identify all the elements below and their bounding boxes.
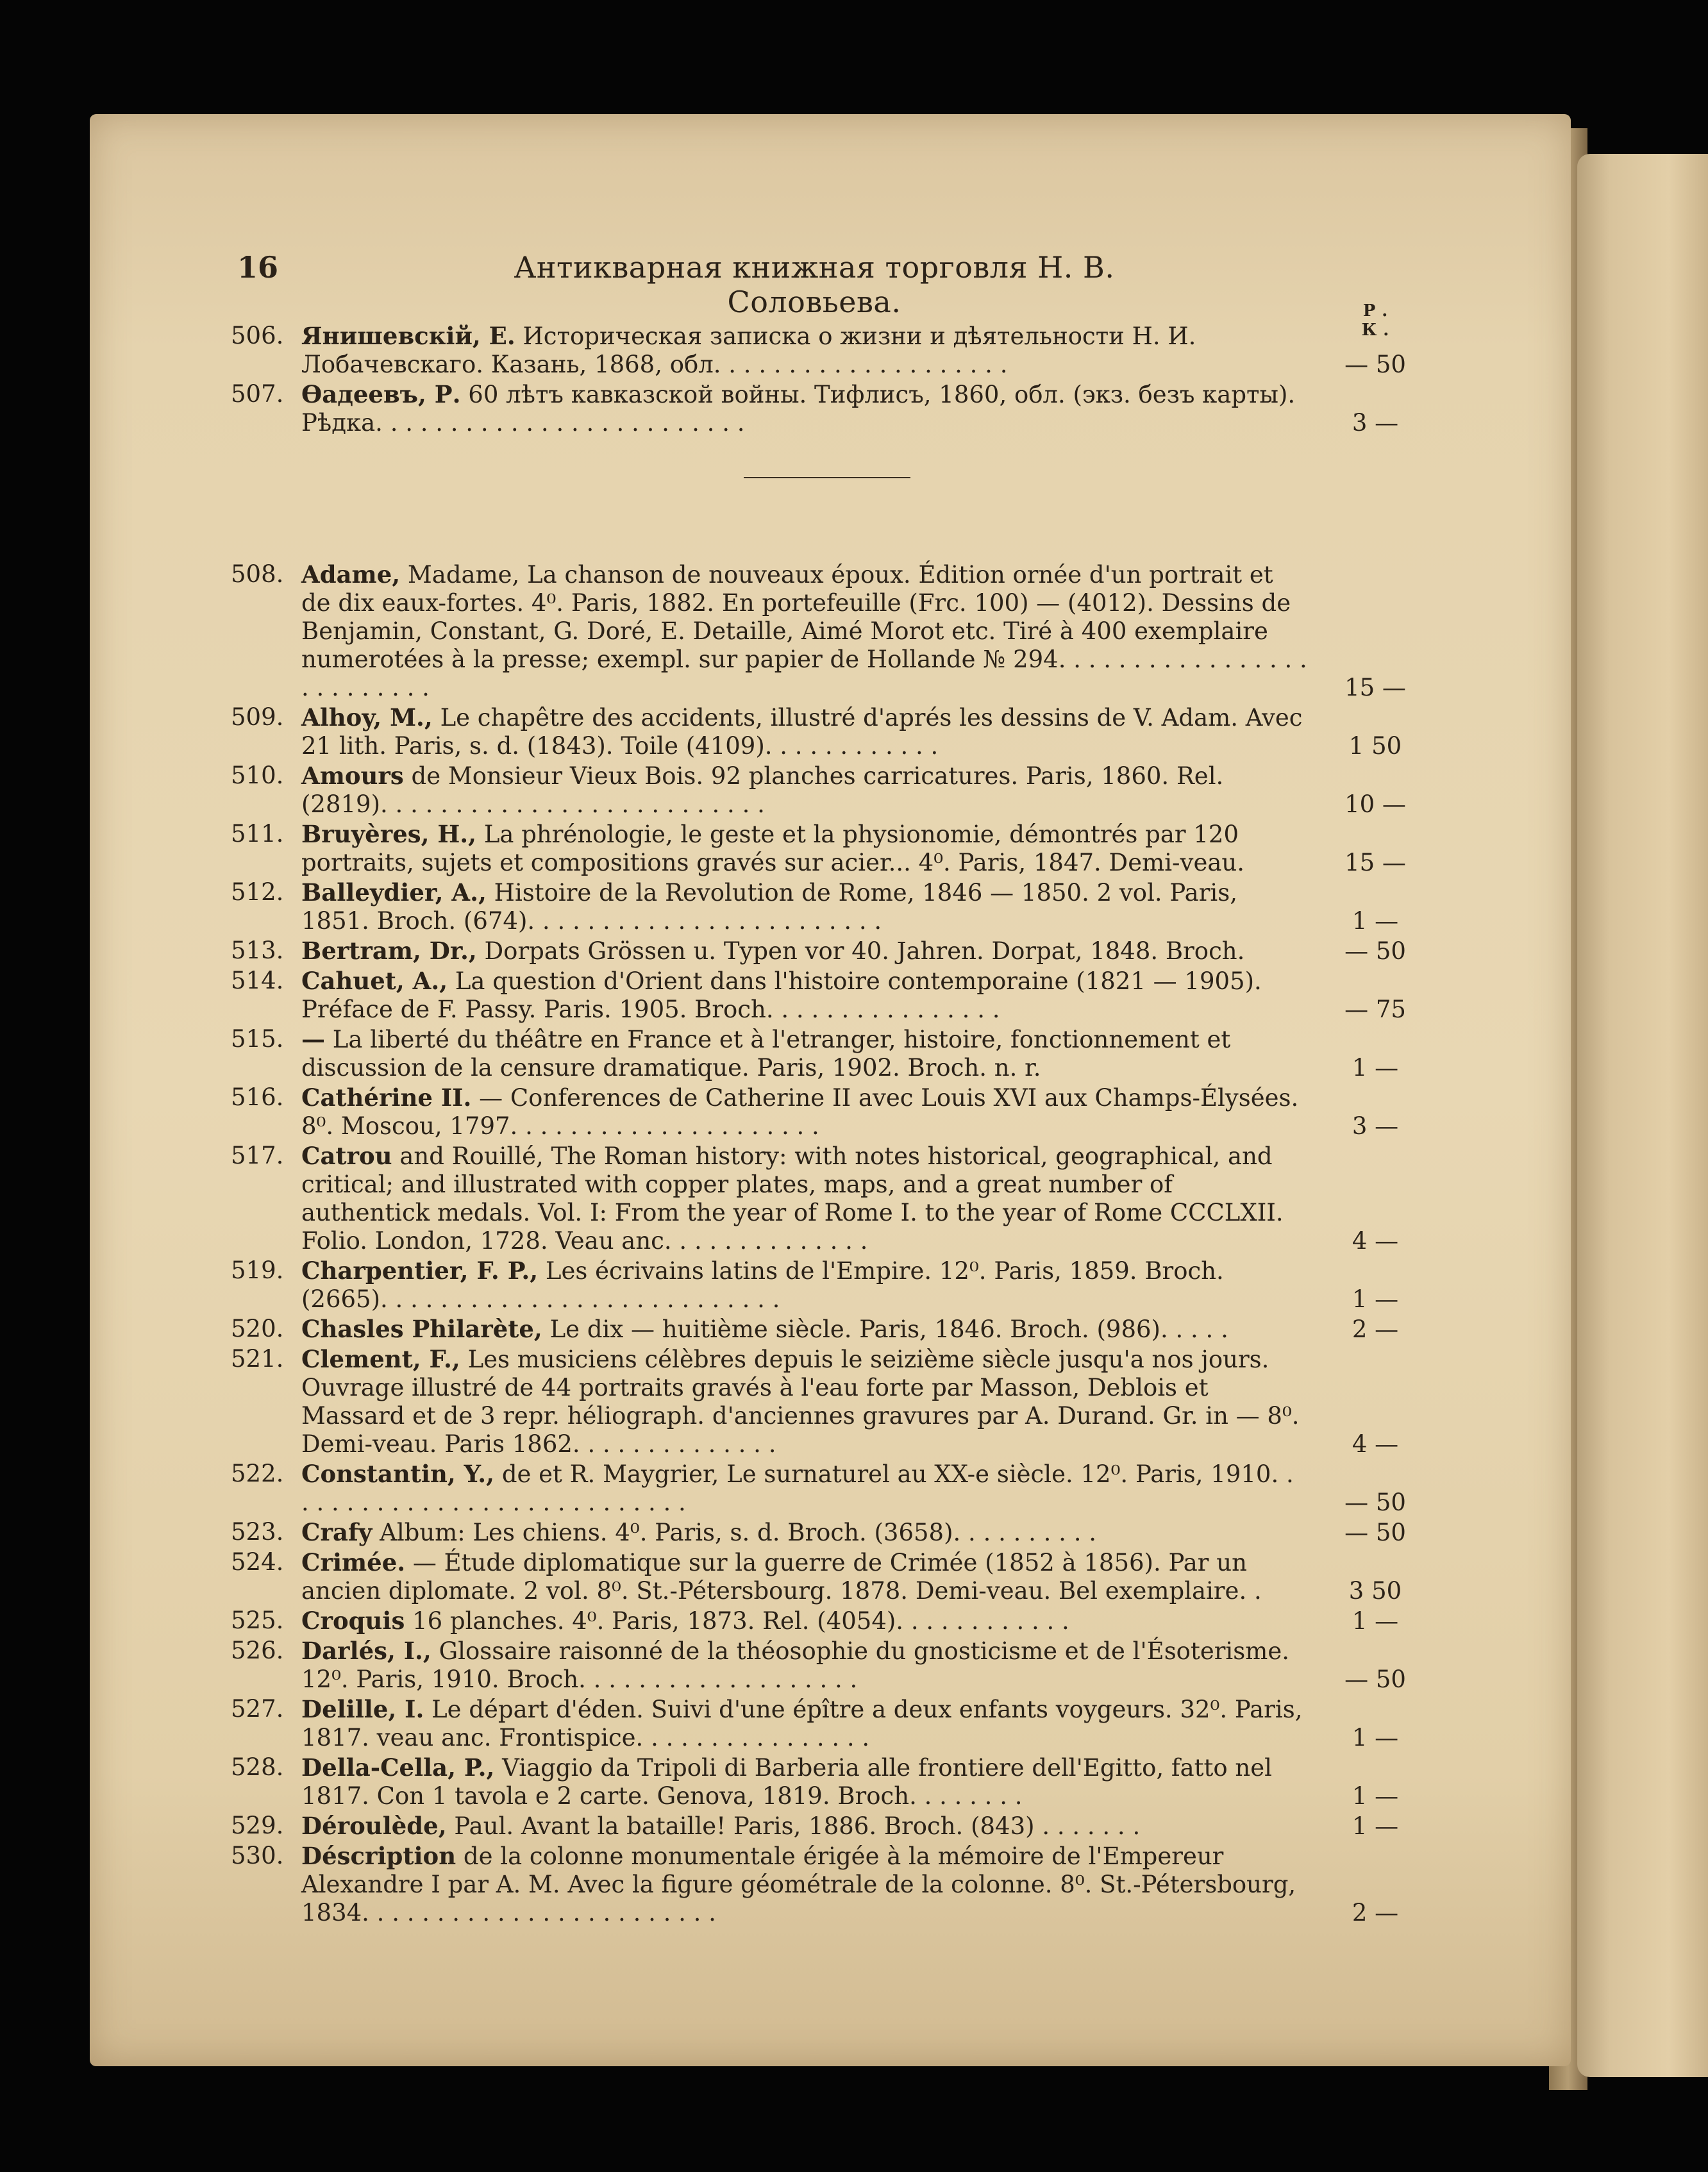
catalog-entry [231, 762, 1417, 819]
entry-author: Clement, F., [301, 1345, 460, 1373]
entries-foreign [231, 560, 1417, 1927]
entry-number: 528. [231, 1753, 284, 1781]
running-header [237, 250, 1417, 319]
entry-price: 1 — [1352, 1782, 1399, 1810]
catalog-entry [231, 1637, 1417, 1694]
entry-description: Madame, La chanson de nouveaux époux. Édition ornée d'un portrait et de dix eaux-fortes. 4⁰. Paris, 1882. En portefeuille (Frc. 100) — (4012). Dessins de Benjamin, Constant, G. Doré, E. Detaille, Aimé Morot etc. Tiré à 400 exemplaire numerotées à la presse; exempl. sur papier de Hollande № 294. . . . . . . . . . . . . . . . . . . . . . . . . . [301, 561, 1307, 701]
catalog-entry [231, 1695, 1417, 1752]
entry-price: — 50 [1344, 1666, 1406, 1693]
entry-author: Croquis [301, 1607, 405, 1635]
entry-number: 529. [231, 1812, 284, 1839]
catalog-entry [231, 1607, 1417, 1635]
section-separator [237, 439, 1417, 560]
entry-author: Amours [301, 762, 404, 790]
catalog-entry [231, 878, 1417, 935]
entry-description: de et R. Maygrier, Le surnaturel au XX-e siècle. 12⁰. Paris, 1910. . . . . . . . . . . . . . . . . . . . . . . . . . . . [301, 1460, 1294, 1516]
catalog-entry [231, 380, 1417, 437]
catalog-entry [231, 1518, 1417, 1547]
entry-author: Constantin, Y., [301, 1460, 495, 1488]
entry-description: and Rouillé, The Roman history: with notes historical, geographical, and critical; and illustrated with copper plates, maps, and a great number of authentick medals. Vol. I: From the year of Rome I. to the year of Rome CCCLXII. Folio. London, 1728. Veau anc. . . . . . . . . . . . . . [301, 1142, 1284, 1255]
entry-description: Историческая записка о жизни и дѣятельности Н. И. Лобачевскаго. Казань, 1868, обл. . . . . . . . . . . . . . . . . . . . [301, 322, 1196, 378]
catalog-entry [231, 820, 1417, 877]
entry-price: 15 — [1344, 849, 1406, 876]
entry-number: 520. [231, 1315, 284, 1342]
catalog-entry [231, 1257, 1417, 1314]
catalog-entry [231, 937, 1417, 965]
page-content [231, 250, 1417, 1928]
entry-author: Ѳадеевъ, Р. [301, 380, 461, 408]
entry-description: de la colonne monumentale érigée à la mémoire de l'Empereur Alexandre I par A. M. Avec la figure géométrale de la colonne. 8⁰. St.-Pétersbourg, 1834. . . . . . . . . . . . . . . . . . . . . . . . [301, 1842, 1296, 1926]
entry-description: Le dix — huitième siècle. Paris, 1846. Broch. (986). . . . . [549, 1316, 1228, 1343]
entry-author: Balleydier, A., [301, 878, 487, 906]
entry-number: 524. [231, 1548, 284, 1576]
entry-description: Histoire de la Revolution de Rome, 1846 — 1850. 2 vol. Paris, 1851. Broch. (674). . . . . . . . . . . . . . . . . . . . . . . . [301, 879, 1237, 935]
entry-number: 519. [231, 1257, 284, 1284]
entry-price: — 50 [1344, 351, 1406, 378]
entry-description: Les écrivains latins de l'Empire. 12⁰. Paris, 1859. Broch. (2665). . . . . . . . . . . . . . . . . . . . . . . . . . . [301, 1257, 1224, 1313]
entry-description: — Conferences de Catherine II avec Louis XVI aux Champs-Élysées. 8⁰. Moscou, 1797. . . . . . . . . . . . . . . . . . . . . [301, 1084, 1299, 1140]
catalog-entry [231, 1812, 1417, 1841]
entry-description: La phrénologie, le geste et la physionomie, démontrés par 120 portraits, sujets et compositions gravés sur acier... 4⁰. Paris, 1847. Demi-veau. [301, 821, 1244, 876]
entry-author: Cathérine II. [301, 1083, 472, 1112]
catalog-entry [231, 1315, 1417, 1344]
entry-description: Les musiciens célèbres depuis le seizième siècle jusqu'a nos jours. Ouvrage illustré de 44 portraits gravés à l'eau forte par Masson, Deblois et Massard et de 3 repr. héliograph. d'anciennes gravures par A. Durand. Gr. in — 8⁰. Demi-veau. Paris 1862. . . . . . . . . . . . . . [301, 1346, 1300, 1458]
entry-description: Paul. Avant la bataille! Paris, 1886. Broch. (843) . . . . . . . [454, 1812, 1141, 1840]
entry-description: La question d'Orient dans l'histoire contemporaine (1821 — 1905). Préface de F. Passy. Paris. 1905. Broch. . . . . . . . . . . . . . . . [301, 967, 1262, 1023]
entry-number: 525. [231, 1607, 284, 1634]
entry-price: — 75 [1344, 996, 1406, 1023]
entry-number: 526. [231, 1637, 284, 1664]
entry-number: 507. [231, 380, 284, 408]
entry-price: 3 50 [1348, 1577, 1402, 1605]
entry-author: Crafy [301, 1518, 373, 1546]
entry-author: Delille, I. [301, 1695, 424, 1723]
entry-price: — 50 [1344, 1519, 1406, 1546]
entry-price: 15 — [1344, 674, 1406, 701]
entry-price: 4 — [1352, 1227, 1399, 1255]
entry-number: 510. [231, 762, 284, 789]
entry-description: Album: Les chiens. 4⁰. Paris, s. d. Broch. (3658). . . . . . . . . . [380, 1519, 1096, 1546]
entry-price: 2 — [1352, 1899, 1399, 1926]
entry-author: Bertram, Dr., [301, 937, 477, 965]
entry-price: — 50 [1344, 937, 1406, 965]
catalog-entry [231, 1025, 1417, 1082]
entry-description: de Monsieur Vieux Bois. 92 planches carricatures. Paris, 1860. Rel. (2819). . . . . . . . . . . . . . . . . . . . . . . . . . [301, 762, 1224, 818]
entry-price: 3 — [1352, 409, 1399, 437]
entry-number: 521. [231, 1345, 284, 1373]
entry-price: 1 — [1352, 1724, 1399, 1751]
entry-author: Catrou [301, 1142, 392, 1170]
entry-description: Viaggio da Tripoli di Barberia alle frontiere dell'Egitto, fatto nel 1817. Con 1 tavola e 2 carte. Genova, 1819. Broch. . . . . . . . [301, 1754, 1272, 1810]
entry-number: 506. [231, 322, 284, 349]
entry-number: 508. [231, 560, 284, 588]
entry-author: Déscription [301, 1842, 456, 1870]
divider-rule [744, 477, 910, 478]
entry-price: 1 50 [1348, 732, 1402, 760]
entry-author: Adame, [301, 560, 401, 589]
catalog-entry [231, 322, 1417, 379]
entry-number: 509. [231, 703, 284, 731]
entry-number: 517. [231, 1142, 284, 1169]
catalog-entry [231, 1460, 1417, 1517]
entry-description: Dorpats Grössen u. Typen vor 40. Jahren. Dorpat, 1848. Broch. [484, 937, 1245, 965]
catalog-entry [231, 967, 1417, 1024]
entry-price: 1 — [1352, 1607, 1399, 1635]
entry-description: — Étude diplomatique sur la guerre de Crimée (1852 à 1856). Par un ancien diplomate. 2 vol. 8⁰. St.-Pétersbourg. 1878. Demi-veau. Bel exemplaire. . [301, 1549, 1262, 1605]
entry-number: 523. [231, 1518, 284, 1546]
entry-number: 511. [231, 820, 284, 848]
catalog-entry [231, 1142, 1417, 1255]
entry-number: 512. [231, 878, 284, 906]
catalog-entry [231, 1345, 1417, 1458]
entry-number: 522. [231, 1460, 284, 1487]
entry-author: Darlés, I., [301, 1637, 431, 1665]
catalog-entry [231, 1548, 1417, 1605]
entry-author: Chasles Philarète, [301, 1315, 542, 1343]
running-title: Антикварная книжная торговля Н. В. Соловьева. [514, 250, 1115, 319]
catalog-entry [231, 703, 1417, 760]
entry-price: 1 — [1352, 907, 1399, 935]
entry-number: 516. [231, 1083, 284, 1111]
entry-number: 514. [231, 967, 284, 994]
entry-description: Le départ d'éden. Suivi d'une épître a deux enfants voygeurs. 32⁰. Paris, 1817. veau anc. Frontispice. . . . . . . . . . . . . . . . [301, 1696, 1303, 1751]
entry-author: — [301, 1025, 325, 1053]
currency-label: Р. К. [1361, 301, 1396, 340]
catalog-entry [231, 1842, 1417, 1927]
entry-author: Янишевскій, Е. [301, 322, 515, 350]
entry-description: Glossaire raisonné de la théosophie du gnosticisme et de l'Ésoterisme. 12⁰. Paris, 1910. Broch. . . . . . . . . . . . . . . . . . . [301, 1637, 1289, 1693]
catalog-entry [231, 1083, 1417, 1140]
entry-author: Della-Cella, P., [301, 1753, 495, 1782]
entry-price: 1 — [1352, 1812, 1399, 1840]
page-number: 16 [237, 250, 279, 285]
catalog-entry [231, 560, 1417, 702]
entry-author: Cahuet, A., [301, 967, 448, 995]
entry-price: 2 — [1352, 1316, 1399, 1343]
entry-price: 3 — [1352, 1112, 1399, 1140]
entry-author: Charpentier, F. P., [301, 1257, 539, 1285]
entry-description: 16 planches. 4⁰. Paris, 1873. Rel. (4054). . . . . . . . . . . . [412, 1607, 1069, 1635]
entry-price: 1 — [1352, 1054, 1399, 1082]
entry-description: La liberté du théâtre en France et à l'etranger, histoire, fonctionnement et discussion de la censure dramatique. Paris, 1902. Broch. n. r. [301, 1026, 1231, 1082]
entry-price: 4 — [1352, 1430, 1399, 1458]
entry-number: 527. [231, 1695, 284, 1723]
entry-number: 530. [231, 1842, 284, 1869]
entry-price: 10 — [1344, 790, 1406, 818]
entry-author: Crimée. [301, 1548, 406, 1576]
catalog-entry [231, 1753, 1417, 1810]
entry-number: 513. [231, 937, 284, 964]
facing-page [1577, 154, 1708, 2077]
entries-russian [231, 322, 1417, 437]
entry-description: Le chapêtre des accidents, illustré d'aprés les dessins de V. Adam. Avec 21 lith. Paris, s. d. (1843). Toile (4109). . . . . . . . . . . . [301, 704, 1303, 760]
entry-author: Bruyères, H., [301, 820, 477, 848]
entry-description: 60 лѣтъ кавказской войны. Тифлисъ, 1860, обл. (экз. безъ карты). Рѣдка. . . . . . . . . . . . . . . . . . . . . . . . . [301, 381, 1296, 437]
entry-price: 1 — [1352, 1285, 1399, 1313]
entry-author: Alhoy, M., [301, 703, 433, 731]
entry-number: 515. [231, 1025, 284, 1053]
entry-author: Déroulède, [301, 1812, 447, 1840]
entry-price: — 50 [1344, 1489, 1406, 1516]
